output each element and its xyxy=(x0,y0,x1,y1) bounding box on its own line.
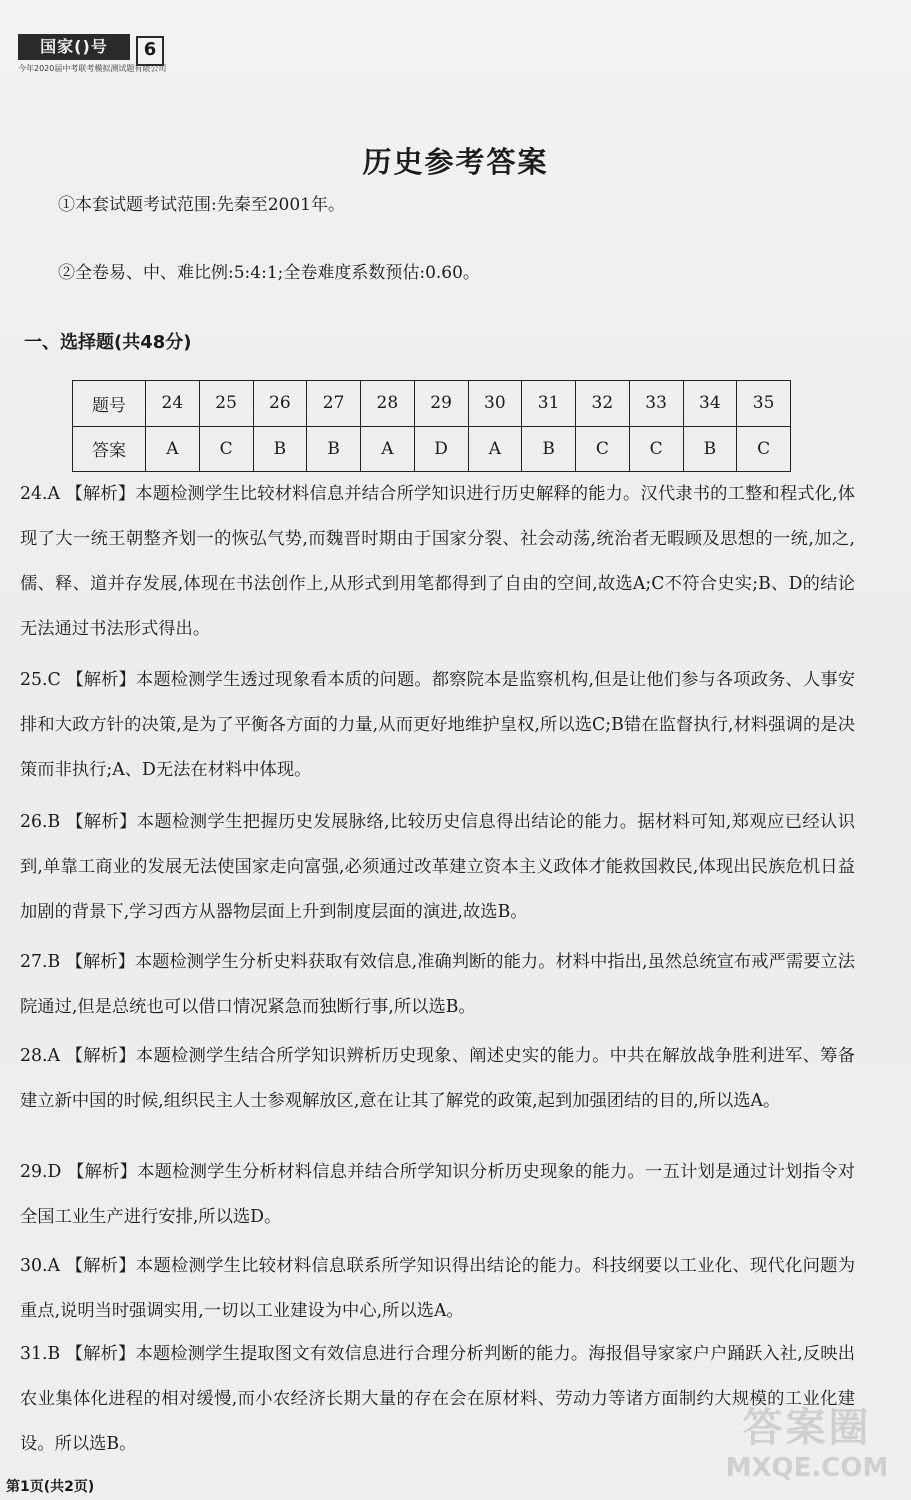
table-header-number: 题号 xyxy=(73,381,146,427)
answer-cell: C xyxy=(576,426,630,472)
question-number: 28 xyxy=(361,381,415,427)
question-number: 31 xyxy=(522,381,576,427)
answer-cell: C xyxy=(629,426,683,472)
question-number: 26 xyxy=(253,381,307,427)
answer-cell: C xyxy=(737,426,791,472)
answer-cell: B xyxy=(307,426,361,472)
explanation-24: 24.A 【解析】本题检测学生比较材料信息并结合所学知识进行历史解释的能力。汉代隶书的工整和程式化,体现了大一统王朝整齐划一的恢弘气势,而魏晋时期由于国家分裂、社会动荡,统治者无暇顾及思想的一统,加之,儒、释、道并存发展,体现在书法创作上,从形式到用笔都得到了自由的空间,故选A;C不符合史实;B、D的结论无法通过书法形式得出。 xyxy=(20,484,855,639)
exam-tag xyxy=(18,34,167,104)
note-difficulty: ②全卷易、中、难比例:5:4:1;全卷难度系数预估:0.60。 xyxy=(58,263,480,283)
answer-cell: B xyxy=(253,426,307,472)
exam-tag-label: 国家()号 xyxy=(18,34,130,60)
watermark-url: MXQE.COM xyxy=(725,1453,889,1483)
note-scope: ①本套试题考试范围:先秦至2001年。 xyxy=(58,195,345,215)
answer-table-number-row xyxy=(73,381,791,427)
explanation-26: 26.B 【解析】本题检测学生把握历史发展脉络,比较历史信息得出结论的能力。据材料可知,郑观应已经认识到,单靠工商业的发展无法使国家走向富强,必须通过改革建立资本主义政体才能救国救民,体现出民族危机日益加剧的背景下,学习西方从器物层面上升到制度层面的演进,故选B。 xyxy=(20,812,855,922)
answer-cell: A xyxy=(361,426,415,472)
answer-cell: B xyxy=(522,426,576,472)
question-number: 35 xyxy=(737,381,791,427)
question-number: 25 xyxy=(199,381,253,427)
exam-tag-subtitle: 今年2020届中考联考模拟测试题有限公司 xyxy=(18,64,167,73)
answer-table-answer-row xyxy=(73,426,791,472)
question-number: 24 xyxy=(146,381,200,427)
exam-tag-number: 6 xyxy=(136,36,164,66)
explanation-29: 29.D 【解析】本题检测学生分析材料信息并结合所学知识分析历史现象的能力。一五计划是通过计划指令对全国工业生产进行安排,所以选D。 xyxy=(20,1162,855,1227)
question-number: 33 xyxy=(629,381,683,427)
answer-cell: A xyxy=(146,426,200,472)
answer-cell: B xyxy=(683,426,737,472)
explanation-30: 30.A 【解析】本题检测学生比较材料信息联系所学知识得出结论的能力。科技纲要以工业化、现代化问题为重点,说明当时强调实用,一切以工业建设为中心,所以选A。 xyxy=(20,1256,855,1321)
question-number: 32 xyxy=(576,381,630,427)
page-footer: 第1页(共2页) xyxy=(6,1479,95,1495)
explanation-28: 28.A 【解析】本题检测学生结合所学知识辨析历史现象、阐述史实的能力。中共在解放战争胜利进军、筹备建立新中国的时候,组织民主人士参观解放区,意在让其了解党的政策,起到加强团结的目的,所以选A。 xyxy=(20,1046,855,1111)
answer-cell: D xyxy=(414,426,468,472)
answer-cell: A xyxy=(468,426,522,472)
page-title: 历史参考答案 xyxy=(362,145,549,179)
table-header-answer: 答案 xyxy=(73,426,146,472)
section-heading: 一、选择题(共48分) xyxy=(24,332,192,353)
answer-cell: C xyxy=(199,426,253,472)
question-number: 34 xyxy=(683,381,737,427)
question-number: 30 xyxy=(468,381,522,427)
watermark xyxy=(712,1396,902,1496)
question-number: 29 xyxy=(414,381,468,427)
question-number: 27 xyxy=(307,381,361,427)
answer-table xyxy=(72,380,791,472)
watermark-logo: 答案圈 xyxy=(742,1405,872,1451)
explanation-27: 27.B 【解析】本题检测学生分析史料获取有效信息,准确判断的能力。材料中指出,虽然总统宣布戒严需要立法院通过,但是总统也可以借口情况紧急而独断行事,所以选B。 xyxy=(20,952,855,1017)
explanation-31: 31.B 【解析】本题检测学生提取图文有效信息进行合理分析判断的能力。海报倡导家家户户踊跃入社,反映出农业集体化进程的相对缓慢,而小农经济长期大量的存在会在原材料、劳动力等诸方面制约大规模的工业化建设。所以选B。 xyxy=(20,1344,855,1454)
explanation-25: 25.C 【解析】本题检测学生透过现象看本质的问题。都察院本是监察机构,但是让他们参与各项政务、人事安排和大政方针的决策,是为了平衡各方面的力量,从而更好地维护皇权,所以选C;B错在监督执行,材料强调的是决策而非执行;A、D无法在材料中体现。 xyxy=(20,670,855,780)
